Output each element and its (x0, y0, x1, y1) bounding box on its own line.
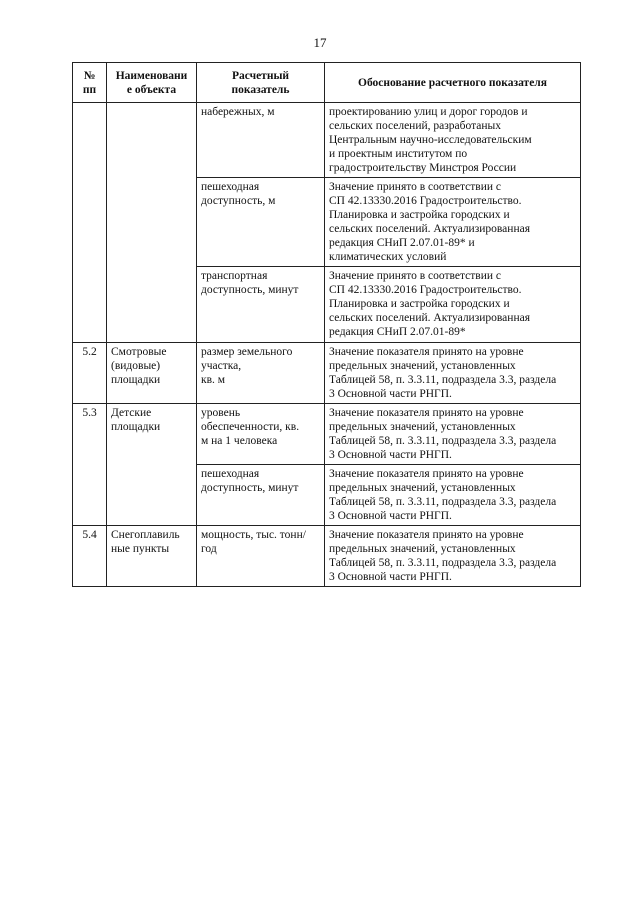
cell-basis: Значение принято в соответствии с СП 42.13330.2016 Градостроительство. Планировка и застройка городских и сельских поселений. Актуализированная редакция СНиП 2.07.01-89* и климатических условий (325, 178, 581, 267)
cell-indicator: размер земельного участка, кв. м (197, 343, 325, 404)
cell-basis: проектированию улиц и дорог городов и сельских поселений, разработаных Центральным научно-исследовательским и проектным институтом по градостроительству Минстроя России (325, 103, 581, 178)
header-num: № пп (73, 63, 107, 103)
table-header-row (73, 63, 581, 103)
header-object-name: Наименовани е объекта (107, 63, 197, 103)
table-row (73, 103, 581, 178)
cell-basis: Значение показателя принято на уровне предельных значений, установленных Таблицей 58, п. 3.3.11, подраздела 3.3, раздела 3 Основной части РНГП. (325, 404, 581, 465)
cell-object-name: Детские площадки (107, 404, 197, 526)
cell-num: 5.3 (73, 404, 107, 526)
header-indicator: Расчетный показатель (197, 63, 325, 103)
cell-indicator: транспортная доступность, минут (197, 267, 325, 343)
cell-indicator: уровень обеспеченности, кв. м на 1 человека (197, 404, 325, 465)
table-row (73, 343, 581, 404)
cell-num: 5.2 (73, 343, 107, 404)
cell-basis: Значение показателя принято на уровне предельных значений, установленных Таблицей 58, п. 3.3.11, подраздела 3.3, раздела 3 Основной части РНГП. (325, 526, 581, 587)
cell-indicator: мощность, тыс. тонн/ год (197, 526, 325, 587)
cell-object-name (107, 103, 197, 343)
cell-indicator: набережных, м (197, 103, 325, 178)
cell-basis: Значение принято в соответствии с СП 42.13330.2016 Градостроительство. Планировка и застройка городских и сельских поселений. Актуализированная редакция СНиП 2.07.01-89* (325, 267, 581, 343)
cell-basis: Значение показателя принято на уровне предельных значений, установленных Таблицей 58, п. 3.3.11, подраздела 3.3, раздела 3 Основной части РНГП. (325, 343, 581, 404)
cell-indicator: пешеходная доступность, м (197, 178, 325, 267)
indicators-table (72, 62, 581, 587)
table-row (73, 526, 581, 587)
header-basis: Обоснование расчетного показателя (325, 63, 581, 103)
cell-num: 5.4 (73, 526, 107, 587)
page-number: 17 (313, 35, 327, 50)
cell-indicator: пешеходная доступность, минут (197, 465, 325, 526)
table-row (73, 404, 581, 465)
cell-object-name: Смотровые (видовые) площадки (107, 343, 197, 404)
cell-basis: Значение показателя принято на уровне предельных значений, установленных Таблицей 58, п. 3.3.11, подраздела 3.3, раздела 3 Основной части РНГП. (325, 465, 581, 526)
cell-object-name: Снегоплавиль ные пункты (107, 526, 197, 587)
cell-num (73, 103, 107, 343)
